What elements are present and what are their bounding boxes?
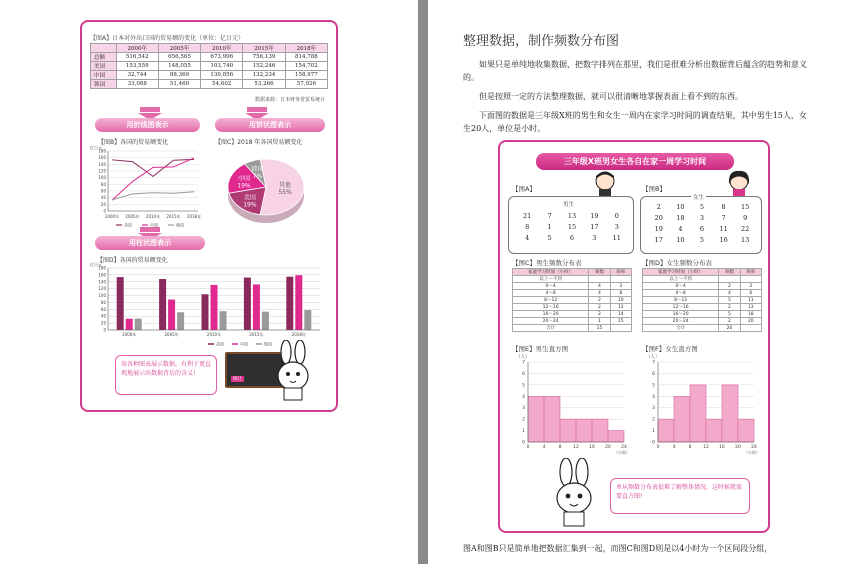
y-tick-label: 7 <box>652 360 655 366</box>
table-cell: 4 <box>589 290 610 297</box>
y-tick-label: 180 <box>98 148 106 154</box>
data-row <box>648 236 756 247</box>
bar <box>262 312 269 330</box>
table-cell: 33,088 <box>116 80 158 89</box>
table-cell: 12～16 <box>643 304 719 311</box>
table-cell: 2 <box>589 311 610 318</box>
table-cell: 88,369 <box>158 71 200 80</box>
histogram-bar <box>706 419 722 442</box>
bar <box>211 285 218 330</box>
table-cell: 2 <box>719 283 740 290</box>
table-cell: 1 <box>589 318 610 325</box>
y-tick-label: 100 <box>98 293 106 299</box>
y-tick-label: 100 <box>98 175 106 181</box>
y-axis-unit: 亿日元 <box>90 262 102 267</box>
table-cell: 14 <box>610 311 631 318</box>
x-tick-label: 16 <box>719 445 725 450</box>
data-row <box>648 225 756 236</box>
histogram-bar <box>544 396 560 442</box>
y-tick-label: 1 <box>652 429 655 435</box>
girls-label: 女生 <box>693 195 705 201</box>
table-cell: 12～16 <box>513 304 589 311</box>
table-cell: 132,234 <box>243 71 285 80</box>
column-header: 频率 <box>610 269 631 276</box>
slice-label: 其他 <box>278 182 292 189</box>
histogram-bar <box>738 419 754 442</box>
x-tick-label: 2015年 <box>249 332 264 337</box>
histogram-bar <box>674 396 690 442</box>
x-tick-label: 12 <box>573 445 579 450</box>
x-tick-label: 2015年 <box>166 214 181 219</box>
bar <box>177 312 184 330</box>
table-cell: 4～8 <box>643 290 719 297</box>
row-label: 中国 <box>91 71 117 80</box>
histogram-bar <box>608 431 624 442</box>
data-row <box>516 223 628 234</box>
right-page <box>428 0 844 564</box>
table-cell: 以上～不到 <box>513 276 589 283</box>
table-cell: 152,246 <box>243 62 285 71</box>
figC-title: 【图C】2018 年各国贸易额变化 <box>215 139 303 146</box>
y-tick-label: 2 <box>522 417 525 423</box>
data-value: 1 <box>547 223 552 231</box>
data-value: 3 <box>614 223 619 231</box>
table-cell: 656,565 <box>158 53 200 62</box>
data-value: 6 <box>699 225 705 233</box>
banner: 三年级X班男女生各自在家一周学习时间 <box>536 153 734 170</box>
data-value: 21 <box>523 212 532 220</box>
data-value: 4 <box>678 225 683 233</box>
table-cell: 5 <box>719 297 740 304</box>
column-header: 2010年 <box>201 44 243 53</box>
table-row <box>643 325 762 332</box>
table-cell: 57,926 <box>285 80 327 89</box>
table-cell: 756,139 <box>243 53 285 62</box>
x-tick-label: 2018年 <box>186 214 202 219</box>
bar <box>253 284 260 330</box>
speech-bubble: 用各种图表展示数据，有利于更直观地展示出数据背后的含义! <box>115 355 217 395</box>
x-tick-label: 24 <box>751 445 757 450</box>
table-cell: 103,740 <box>201 62 243 71</box>
data-value: 5 <box>699 203 705 211</box>
slice-percent: 19% <box>237 182 251 190</box>
y-tick-label: 0 <box>652 440 655 446</box>
x-tick-label: 12 <box>703 445 709 450</box>
y-tick-label: 3 <box>652 406 655 412</box>
table-cell: 2 <box>719 318 740 325</box>
figA-title: 【图A】日本对外出口国的贸易额的变化（单位：亿日元） <box>90 35 245 42</box>
boys-histogram <box>510 352 635 462</box>
table-cell: 148,055 <box>158 62 200 71</box>
figA-table <box>90 43 328 89</box>
y-tick-label: 3 <box>522 406 525 412</box>
table-cell: 5 <box>719 311 740 318</box>
speech-bubble: 单从频数分布表很难了解整体情况，这时候就需要直方图! <box>610 478 750 514</box>
page-heading: 整理数据，制作频数分布图 <box>463 34 620 49</box>
girls-frequency-table <box>642 268 762 332</box>
boys-data-grid <box>516 212 628 245</box>
data-value: 11 <box>719 225 728 233</box>
table-cell: 516,542 <box>116 53 158 62</box>
y-tick-label: 120 <box>98 168 106 174</box>
table-row <box>513 304 632 311</box>
y-tick-label: 20 <box>100 320 106 326</box>
bar-chart <box>88 260 328 350</box>
table-cell: 6 <box>740 290 761 297</box>
data-value: 11 <box>612 234 621 242</box>
table-cell: 18 <box>740 311 761 318</box>
pill-pie-chart: 用饼状图表示 <box>215 118 325 132</box>
column-header: 家庭学习时间（小时） <box>513 269 589 276</box>
legend-label: 韩国 <box>264 341 272 347</box>
table-cell: 16～20 <box>643 311 719 318</box>
figF-label: 【图F】女生直方图 <box>642 345 698 353</box>
table-cell: 4 <box>719 290 740 297</box>
table-cell: 以上～不到 <box>643 276 719 283</box>
data-value: 3 <box>699 214 705 222</box>
data-value: 10 <box>676 203 685 211</box>
girls-histogram <box>640 352 765 462</box>
table-row <box>513 325 632 332</box>
column-header: 2000年 <box>116 44 158 53</box>
data-value: 7 <box>547 212 552 220</box>
data-value: 16 <box>719 236 728 244</box>
table-cell: 20～24 <box>643 318 719 325</box>
x-tick-label: 2000年 <box>104 214 120 219</box>
y-tick-label: 140 <box>98 279 106 285</box>
table-row <box>513 290 632 297</box>
bar <box>202 294 209 330</box>
y-tick-label: 5 <box>522 383 525 389</box>
y-tick-label: 60 <box>100 306 106 312</box>
table-row <box>513 297 632 304</box>
bottom-text: 图A和图B只是简单地把数据汇集到一起，而图C和图D则是以4小时为一个区间段分组， <box>463 544 773 553</box>
table-row <box>643 283 762 290</box>
table-row <box>513 318 632 325</box>
data-row <box>648 203 756 214</box>
data-value: 13 <box>741 236 750 244</box>
y-axis-unit: （人） <box>646 355 660 360</box>
table-cell <box>610 276 631 283</box>
figB-label: 【图B】 <box>642 185 666 193</box>
data-value: 19 <box>654 225 663 233</box>
legend-label: 中国 <box>240 341 248 347</box>
bar <box>159 279 166 330</box>
table-row <box>643 290 762 297</box>
x-axis-unit: （小时） <box>614 450 630 455</box>
histogram-bar <box>576 419 592 442</box>
figB-title: 【图B】各国的贸易额变化 <box>98 139 169 146</box>
table-cell: 53,266 <box>243 80 285 89</box>
column-header: 2005年 <box>158 44 200 53</box>
y-tick-label: 7 <box>522 360 525 366</box>
x-tick-label: 24 <box>621 445 627 450</box>
column-header: 家庭学习时间（小时） <box>643 269 719 276</box>
x-tick-label: 20 <box>735 445 741 450</box>
bar <box>117 277 124 330</box>
data-value: 22 <box>741 225 750 233</box>
table-row <box>91 80 328 89</box>
data-value: 9 <box>743 214 748 222</box>
slice-label: 美国 <box>243 194 256 202</box>
bar <box>304 310 311 330</box>
y-tick-label: 60 <box>100 188 106 194</box>
table-cell: 2 <box>719 304 740 311</box>
data-value: 10 <box>676 236 685 244</box>
histogram-bar <box>722 385 738 442</box>
x-tick-label: 16 <box>589 445 595 450</box>
pie-chart <box>224 145 324 225</box>
boys-label: 男生 <box>563 202 575 208</box>
table-cell: 158,977 <box>285 71 327 80</box>
y-tick-label: 5 <box>652 383 655 389</box>
x-tick-label: 2010年 <box>145 214 161 219</box>
table-cell: 0～4 <box>643 283 719 290</box>
data-value: 3 <box>592 234 597 242</box>
y-tick-label: 40 <box>100 313 106 319</box>
data-value: 17 <box>590 223 599 231</box>
y-tick-label: 0 <box>522 440 525 446</box>
x-tick-label: 8 <box>558 445 562 450</box>
table-cell <box>740 276 761 283</box>
histogram-bar <box>528 396 544 442</box>
column-header: 频数 <box>719 269 740 276</box>
histogram-bar <box>592 419 608 442</box>
table-cell: 20 <box>740 318 761 325</box>
slice-percent: 7% <box>252 172 263 180</box>
bar <box>168 300 175 330</box>
y-tick-label: 6 <box>652 371 655 377</box>
y-tick-label: 1 <box>522 429 525 435</box>
table-cell: 13 <box>740 304 761 311</box>
column-header: 2018年 <box>285 44 327 53</box>
rabbit-icon <box>270 340 318 402</box>
paragraph-1: 如果只是单纯地收集数据，把数字排列在那里，我们是很难分析出数据背后蕴含的趋势和意义的。 <box>463 60 807 82</box>
table-header-row <box>91 44 328 53</box>
table-header-row <box>513 269 632 276</box>
table-row <box>643 297 762 304</box>
table-cell: 15 <box>610 318 631 325</box>
table-cell: 4 <box>589 283 610 290</box>
data-value: 8 <box>525 223 530 231</box>
data-row <box>516 234 628 245</box>
table-row <box>513 283 632 290</box>
girl-icon <box>728 170 750 196</box>
board-label: 统计 <box>233 377 242 382</box>
x-tick-label: 0 <box>526 445 530 450</box>
legend-label: 美国 <box>124 222 132 228</box>
table-cell <box>610 325 631 332</box>
table-row <box>643 276 762 283</box>
y-tick-label: 20 <box>100 201 106 207</box>
table-cell: 2 <box>589 304 610 311</box>
table-cell: 2 <box>589 297 610 304</box>
table-row <box>91 62 328 71</box>
data-value: 5 <box>547 234 552 242</box>
table-cell: 11 <box>740 297 761 304</box>
table-cell: 10 <box>610 297 631 304</box>
x-tick-label: 0 <box>656 445 660 450</box>
data-value: 15 <box>741 203 750 211</box>
histogram-bar <box>690 385 706 442</box>
column-header: 2015年 <box>243 44 285 53</box>
y-axis-unit: 亿日元 <box>90 145 102 150</box>
table-row <box>91 71 328 80</box>
table-row <box>643 311 762 318</box>
y-tick-label: 40 <box>100 195 106 201</box>
rabbit-icon <box>546 458 602 530</box>
figE-label: 【图E】男生直方图 <box>512 345 569 353</box>
table-cell: 0～4 <box>513 283 589 290</box>
table-cell: 2 <box>740 283 761 290</box>
figD-title: 【图D】各国的贸易额变化 <box>97 257 168 264</box>
bar <box>135 319 142 330</box>
y-tick-label: 0 <box>103 208 106 214</box>
pill-bar-chart: 用柱状图表示 <box>95 236 205 250</box>
y-tick-label: 6 <box>522 371 525 377</box>
table-cell: 4～8 <box>513 290 589 297</box>
table-cell: 合计 <box>513 325 589 332</box>
data-value: 7 <box>721 214 726 222</box>
data-row <box>516 212 628 223</box>
y-axis-unit: （人） <box>516 355 530 360</box>
data-value: 19 <box>590 212 599 220</box>
legend-label: 韩国 <box>176 222 184 228</box>
table-cell: 8 <box>610 290 631 297</box>
table-corner-cell <box>91 44 117 53</box>
histogram-bar <box>560 419 576 442</box>
table-cell: 3 <box>610 283 631 290</box>
boys-frequency-table <box>512 268 632 332</box>
table-cell: 673,996 <box>201 53 243 62</box>
slice-percent: 19% <box>243 201 257 209</box>
data-value: 20 <box>654 214 663 222</box>
data-value: 6 <box>569 234 575 242</box>
bar <box>126 319 133 330</box>
table-cell: 814,788 <box>285 53 327 62</box>
paragraph-3: 下面图的数据是三年级X班的男生和女生一周内在家学习时间的调查结果，其中男生15人，女生20人，单位是小时。 <box>463 111 807 133</box>
y-tick-label: 4 <box>522 394 525 400</box>
figA-label: 【图A】 <box>512 185 536 193</box>
table-cell: 20～24 <box>513 318 589 325</box>
data-value: 17 <box>654 236 663 244</box>
y-tick-label: 160 <box>98 272 106 278</box>
data-value: 13 <box>567 212 577 220</box>
y-tick-label: 120 <box>98 286 106 292</box>
source-note: 数据来源：日本财务省贸易统计 <box>255 97 326 103</box>
y-tick-label: 0 <box>103 327 106 333</box>
column-header: 频率 <box>740 269 761 276</box>
table-cell: 54,602 <box>201 80 243 89</box>
legend-label: 美国 <box>216 341 224 347</box>
y-tick-label: 140 <box>98 161 106 167</box>
data-value: 2 <box>656 203 661 211</box>
x-tick-label: 4 <box>672 445 676 450</box>
slice-percent: 55% <box>278 189 292 196</box>
y-tick-label: 80 <box>100 181 106 187</box>
x-tick-label: 4 <box>542 445 546 450</box>
x-tick-label: 2005年 <box>125 214 140 219</box>
histogram-bar <box>658 419 674 442</box>
table-cell: 153,559 <box>116 62 158 71</box>
series-line <box>112 192 194 200</box>
table-row <box>643 304 762 311</box>
paragraph-2: 但是按照一定的方法整理数据，就可以很清晰地掌握表面上看不到的东西。 <box>479 92 743 101</box>
table-cell <box>589 276 610 283</box>
legend-label: 中国 <box>150 222 158 228</box>
data-value: 5 <box>699 236 705 244</box>
table-cell: 32,744 <box>116 71 158 80</box>
y-tick-label: 160 <box>98 155 106 161</box>
table-cell: 12 <box>610 304 631 311</box>
table-cell: 8～12 <box>643 297 719 304</box>
y-tick-label: 4 <box>652 394 655 400</box>
table-cell: 16～20 <box>513 311 589 318</box>
table-cell: 合计 <box>643 325 719 332</box>
pill-line-chart: 用折线图表示 <box>95 118 200 132</box>
x-tick-label: 2000年 <box>122 332 137 337</box>
data-value: 18 <box>676 214 685 222</box>
x-tick-label: 2018年 <box>291 332 306 337</box>
data-value: 4 <box>525 234 530 242</box>
girls-data-grid <box>648 203 756 247</box>
data-value: 8 <box>721 203 726 211</box>
table-cell: 20 <box>719 325 740 332</box>
x-tick-label: 2010年 <box>206 332 222 337</box>
x-tick-label: 2005年 <box>164 332 179 337</box>
y-tick-label: 180 <box>98 265 106 271</box>
table-row <box>91 53 328 62</box>
bar <box>295 275 302 330</box>
bar <box>220 311 227 330</box>
data-value: 15 <box>567 223 577 231</box>
table-cell: 154,702 <box>285 62 327 71</box>
x-tick-label: 8 <box>688 445 692 450</box>
y-tick-label: 2 <box>652 417 655 423</box>
line-chart <box>88 143 206 231</box>
left-page <box>0 0 418 564</box>
table-cell <box>719 276 740 283</box>
bar <box>244 278 251 330</box>
bar <box>286 277 293 330</box>
figC-label: 【图C】男生频数分布表 <box>512 259 582 267</box>
row-label: 美国 <box>91 62 117 71</box>
x-tick-label: 20 <box>605 445 611 450</box>
data-row <box>648 214 756 225</box>
slice-label: 中国 <box>238 175 251 183</box>
x-axis-unit: （小时） <box>744 450 760 455</box>
table-row <box>513 311 632 318</box>
row-label: 韩国 <box>91 80 117 89</box>
table-row <box>643 318 762 325</box>
data-value: 0 <box>614 212 619 220</box>
table-header-row <box>643 269 762 276</box>
figD-label: 【图D】女生频数分布表 <box>642 259 713 267</box>
row-label: 总额 <box>91 53 117 62</box>
table-cell: 15 <box>589 325 610 332</box>
table-cell: 51,460 <box>158 80 200 89</box>
column-header: 频数 <box>589 269 610 276</box>
y-tick-label: 80 <box>100 299 106 305</box>
table-cell <box>740 325 761 332</box>
table-cell: 130,856 <box>201 71 243 80</box>
slice-label: 韩国 <box>251 165 264 173</box>
table-cell: 8～12 <box>513 297 589 304</box>
boy-icon <box>594 170 616 196</box>
table-row <box>513 276 632 283</box>
